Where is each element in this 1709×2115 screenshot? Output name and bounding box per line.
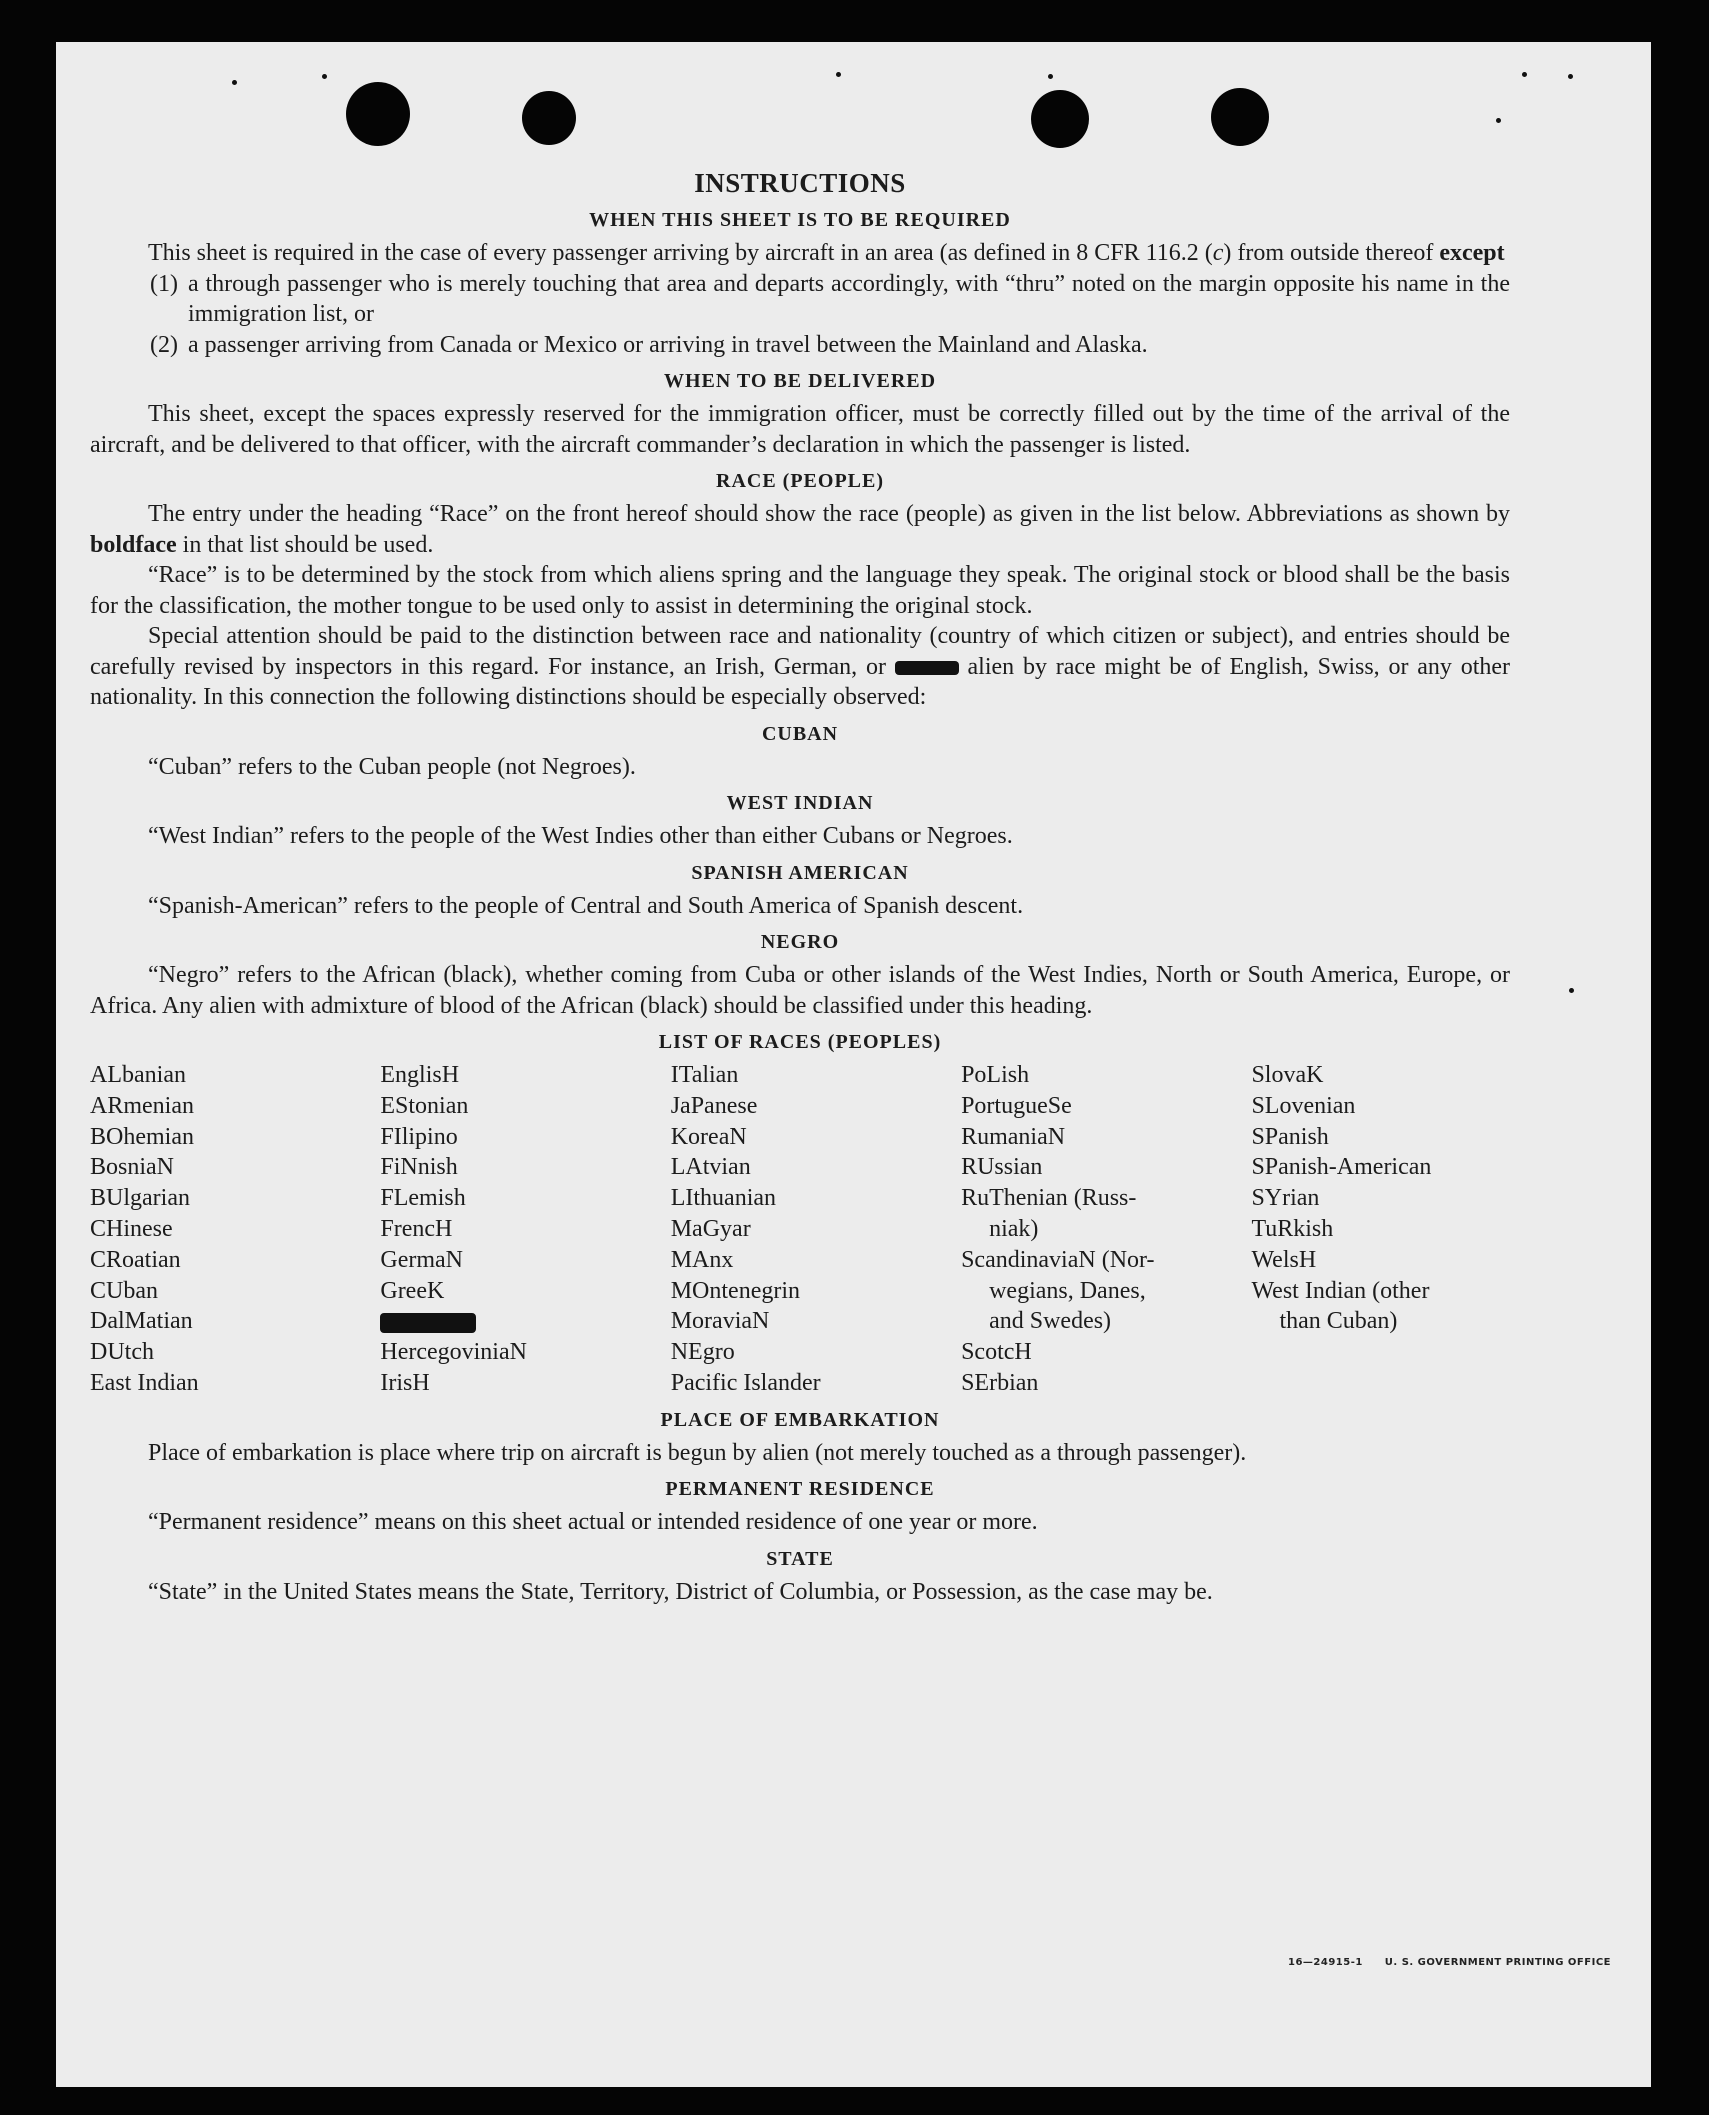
punch-hole <box>346 82 410 146</box>
race-paragraph-1 <box>90 499 1510 560</box>
races-column-2 <box>380 1060 670 1399</box>
races-column-5 <box>1251 1060 1510 1399</box>
race-entry-continuation: and Swedes) <box>989 1308 1112 1335</box>
negro-text: “Negro” refers to the African (black), whether coming from Cuba or other islands of the West Indies, North or South America, Europe, or Africa. Any alien with admixture of blood of the African (black) should be classified under this heading. <box>90 962 1510 1019</box>
race-entry: MaGyar <box>670 1215 751 1242</box>
required-intro: This sheet is required in the case of every passenger arriving by aircraft in an area (as defined in 8 CFR 116.2 (c) from outside thereof except <box>148 240 1505 266</box>
races-column-1 <box>90 1060 380 1399</box>
race-entry: GermaN <box>380 1246 463 1273</box>
race-entry: ScotcH <box>961 1339 1032 1366</box>
race-entry: BUlgarian <box>90 1185 190 1212</box>
cuban-text: “Cuban” refers to the Cuban people (not Negroes). <box>148 753 636 780</box>
ink-speck <box>1522 72 1527 77</box>
printer-footer <box>1270 1957 1611 1968</box>
race-p1-text: The entry under the heading “Race” on the front hereof should show the race (people) as given in the list below. Abbreviations as shown by <box>148 501 1510 527</box>
race-entry-continuation: than Cuban) <box>1279 1308 1398 1335</box>
race-entry: ScandinaviaN (Nor- <box>961 1246 1155 1273</box>
race-entry: FrencH <box>380 1215 453 1242</box>
race-entry: Pacific Islander <box>670 1369 821 1396</box>
residence-text: “Permanent residence” means on this sheet actual or intended residence of one year or more. <box>148 1509 1038 1536</box>
race-entry: East Indian <box>90 1369 199 1396</box>
section-heading-spanish-american: SPANISH AMERICAN <box>691 861 909 884</box>
race-entry: RuThenian (Russ- <box>961 1185 1137 1212</box>
form-number: 16—24915-1 <box>1287 1957 1363 1968</box>
section-heading-residence: PERMANENT RESIDENCE <box>665 1478 935 1501</box>
exception-text: a passenger arriving from Canada or Mexico or arriving in travel between the Mainland and Alaska. <box>188 331 1148 358</box>
required-intro-text-cont: ) from outside thereof <box>1223 240 1440 266</box>
race-entry: ALbanian <box>90 1062 186 1088</box>
race-entry: TuRkish <box>1251 1215 1334 1242</box>
spanish-american-text: “Spanish-American” refers to the people of Central and South America of Spanish descent. <box>148 892 1024 919</box>
race-entry: CHinese <box>90 1215 173 1242</box>
race-entry: HercegoviniaN <box>380 1339 527 1366</box>
race-entry: BOhemian <box>90 1123 194 1150</box>
race-entry: BosniaN <box>90 1154 174 1181</box>
races-list <box>90 1060 1510 1399</box>
boldface-word: boldface <box>90 531 177 558</box>
race-entry: FiNnish <box>380 1154 458 1181</box>
state-text: “State” in the United States means the State, Territory, District of Columbia, or Possession, as the case may be. <box>148 1578 1213 1605</box>
exception-text: a through passenger who is merely touching that area and departs accordingly, with “thru” noted on the margin opposite his name in the immigration list, or <box>188 270 1510 327</box>
races-column-3 <box>671 1060 961 1399</box>
race-entry: RUssian <box>961 1154 1043 1181</box>
race-paragraph-2: “Race” is to be determined by the stock from which aliens spring and the language they speak. The original stock or blood shall be the basis for the classification, the mother tongue to be used only to assist in determining the original stock. <box>90 562 1510 619</box>
race-entry: RumaniaN <box>961 1123 1066 1150</box>
race-entry: CRoatian <box>90 1246 181 1273</box>
ink-speck <box>836 72 841 77</box>
ink-speck <box>232 80 237 85</box>
section-heading-required: WHEN THIS SHEET IS TO BE REQUIRED <box>589 209 1011 231</box>
race-entry: ARmenian <box>90 1092 194 1119</box>
race-entry-continuation: wegians, Danes, <box>989 1277 1146 1304</box>
west-indian-text: “West Indian” refers to the people of the West Indies other than either Cubans or Negroes. <box>148 823 1013 849</box>
race-entry: SYrian <box>1251 1185 1320 1212</box>
races-column-4 <box>961 1060 1251 1399</box>
race-entry: PortugueSe <box>961 1092 1072 1119</box>
section-heading-negro: NEGRO <box>760 931 840 953</box>
race-entry: LAtvian <box>670 1154 751 1181</box>
punch-hole <box>1211 88 1269 146</box>
race-p1-text-end: in that list should be used. <box>176 531 434 558</box>
required-intro-text: This sheet is required in the case of every passenger arriving by aircraft in an area (as defined in 8 CFR 116.2 <box>148 240 1205 266</box>
section-heading-embarkation: PLACE OF EMBARKATION <box>660 1408 940 1431</box>
race-entry: LIthuanian <box>670 1185 777 1212</box>
race-entry: GreeK <box>380 1277 445 1304</box>
race-entry: KoreaN <box>670 1123 747 1150</box>
race-entry: MOntenegrin <box>670 1277 801 1304</box>
section-heading-cuban: CUBAN <box>761 722 839 745</box>
race-entry: SErbian <box>961 1369 1039 1396</box>
ink-speck <box>1569 988 1574 993</box>
instructions-page <box>90 168 1510 1607</box>
race-entry: EnglisH <box>380 1062 460 1088</box>
delivered-text: This sheet, except the spaces expressly reserved for the immigration officer, must be correctly filled out by the time of the arrival of the aircraft, and be delivered to that officer, with the aircraft commander’s declaration in which the passenger is listed. <box>90 401 1510 458</box>
redaction-mark <box>895 661 959 675</box>
ink-speck <box>322 74 327 79</box>
except-keyword: except <box>1439 240 1505 266</box>
race-entry: DUtch <box>90 1339 154 1366</box>
redaction-mark <box>380 1313 476 1333</box>
race-entry: MoraviaN <box>670 1308 770 1335</box>
race-entry: FLemish <box>380 1185 466 1212</box>
race-entry: SlovaK <box>1251 1062 1324 1088</box>
punch-hole <box>1031 90 1089 148</box>
exception-number: (2) <box>150 331 178 358</box>
section-heading-west-indian: WEST INDIAN <box>726 792 874 814</box>
exception-number: (1) <box>150 270 178 297</box>
race-entry: ITalian <box>670 1062 739 1088</box>
race-p3-text: Special attention should be paid to the distinction between race and nationality (country of which citizen or subject), and entries should be carefully revised by inspectors in this regard. For instance, an Irish, German, or <box>90 623 1510 680</box>
race-entry: PoLish <box>961 1062 1030 1088</box>
page-title: INSTRUCTIONS <box>694 168 906 198</box>
race-entry: NEgro <box>670 1339 735 1366</box>
punch-hole <box>522 91 576 145</box>
exception-item-2 <box>90 330 1510 361</box>
race-entry-redacted <box>380 1306 670 1337</box>
race-entry: MAnx <box>670 1246 734 1273</box>
race-entry-continuation: niak) <box>989 1215 1039 1242</box>
ink-speck <box>1048 74 1053 79</box>
race-paragraph-3 <box>90 621 1510 713</box>
section-heading-races-list: LIST OF RACES (PEOPLES) <box>658 1031 942 1053</box>
race-entry: SLovenian <box>1251 1092 1356 1119</box>
ink-speck <box>1568 74 1573 79</box>
section-heading-delivered: WHEN TO BE DELIVERED <box>663 370 937 392</box>
race-entry: DalMatian <box>90 1308 193 1335</box>
race-entry: FIlipino <box>380 1123 458 1150</box>
race-entry: IrisH <box>380 1369 430 1396</box>
section-heading-race: RACE (PEOPLE) <box>716 470 884 492</box>
race-entry: CUban <box>90 1277 158 1304</box>
cfr-subsection: c <box>1212 240 1224 266</box>
race-entry: West Indian (other <box>1251 1277 1430 1304</box>
exception-item-1 <box>90 269 1510 330</box>
race-entry: SPanish-American <box>1251 1154 1432 1181</box>
race-entry: JaPanese <box>670 1092 758 1119</box>
printer-imprint: U. S. GOVERNMENT PRINTING OFFICE <box>1384 1957 1611 1968</box>
section-heading-state: STATE <box>766 1547 834 1570</box>
embarkation-text: Place of embarkation is place where trip on aircraft is begun by alien (not merely touched as a through passenger). <box>148 1439 1247 1466</box>
race-entry: EStonian <box>380 1092 469 1119</box>
ink-speck <box>1496 118 1501 123</box>
race-entry: WelsH <box>1251 1246 1317 1273</box>
race-entry: SPanish <box>1251 1123 1329 1150</box>
race-p3-text-end: alien by race might be of English, Swiss, or any other nationality. In this connection the following distinctions should be especially observed: <box>90 653 1511 710</box>
